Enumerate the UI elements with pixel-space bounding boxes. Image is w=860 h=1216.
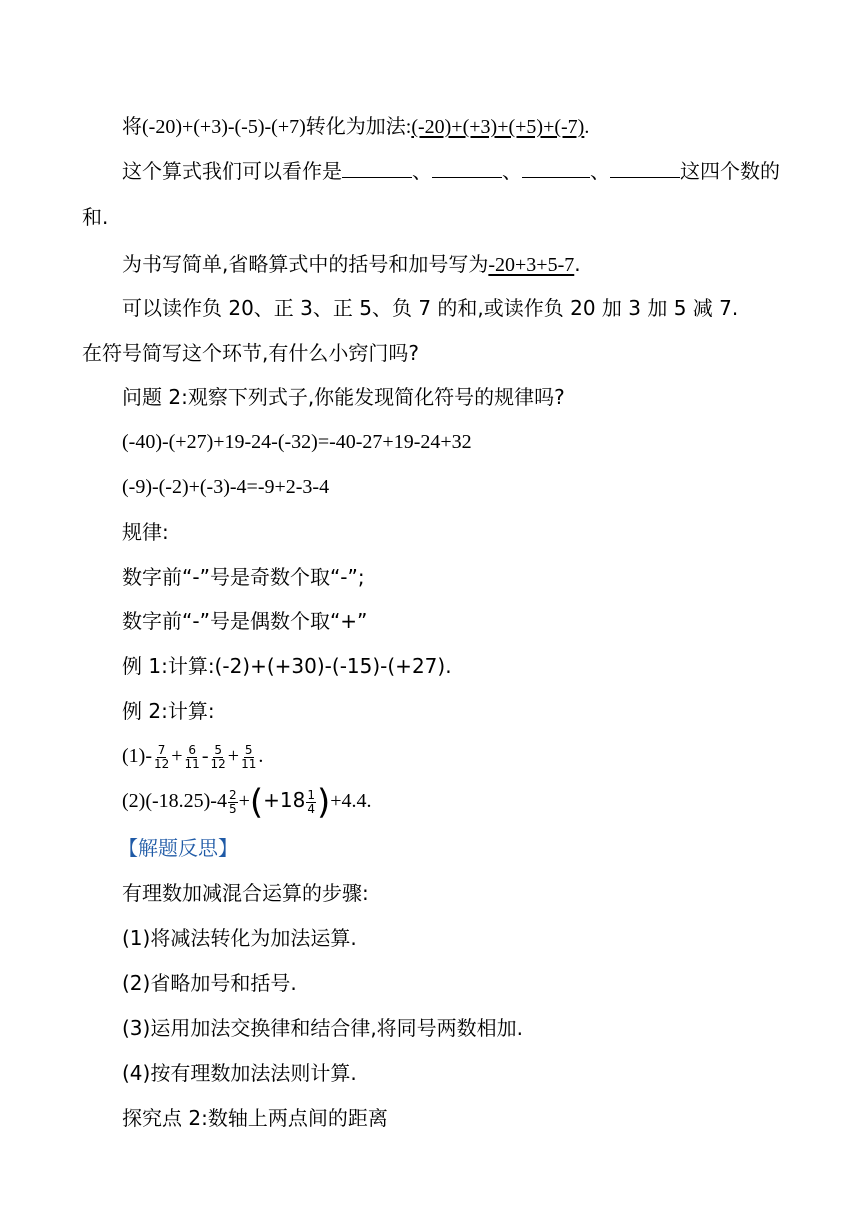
blank-2[interactable]	[432, 157, 502, 178]
reflection-heading: 【解题反思】	[118, 836, 238, 860]
rule-odd: 数字前“-”号是奇数个取“-”;	[122, 565, 365, 589]
blank-3[interactable]	[522, 157, 590, 178]
fraction: $\frac{1}{4}$	[307, 787, 316, 816]
blank-4[interactable]	[610, 157, 680, 178]
step-4: (4)按有理数加法法则计算.	[122, 1061, 357, 1085]
reading-line: 可以读作负 20、正 3、正 5、负 7 的和,或读作负 20 加 3 加 5 减 7.	[122, 296, 739, 320]
step-2: (2)省略加号和括号.	[122, 971, 297, 995]
example-2-heading: 例 2:计算:	[122, 699, 215, 723]
fraction: $\frac{2}{5}$	[228, 787, 237, 816]
simplify-line: 为书写简单,省略算式中的括号和加号写为-20+3+5-7.	[122, 252, 581, 276]
step-1: (1)将减法转化为加法运算.	[122, 926, 357, 950]
tip-question: 在符号简写这个环节,有什么小窍门吗?	[82, 341, 419, 365]
rule-heading: 规律:	[122, 520, 169, 544]
rule-even: 数字前“-”号是偶数个取“+”	[122, 609, 368, 633]
example-2-part-2: (2)(-18.25)-4 $\frac{2}{5}$ +(+18 $\frac{1}{4}$ )+4.4.	[122, 782, 372, 823]
equation-2: (-9)-(-2)+(-3)-4=-9+2-3-4	[122, 476, 330, 498]
fraction: $\frac{5}{11}$	[241, 742, 257, 771]
reflection-intro: 有理数加减混合运算的步骤:	[122, 881, 369, 905]
example-1: 例 1:计算:(-2)+(+30)-(-15)-(+27).	[122, 654, 452, 678]
section-title: 探究点 2:数轴上两点间的距离	[122, 1106, 388, 1130]
fraction: $\frac{7}{12}$	[153, 742, 170, 771]
fraction: $\frac{6}{11}$	[184, 742, 200, 771]
convert-prefix: 将(-20)+(+3)-(-5)-(+7)转化为加法:	[122, 116, 412, 138]
blank-1[interactable]	[342, 157, 412, 178]
simplify-answer: -20+3+5-7	[488, 254, 575, 276]
equation-1: (-40)-(+27)+19-24-(-32)=-40-27+19-24+32	[122, 431, 472, 453]
question-2: 问题 2:观察下列式子,你能发现简化符号的规律吗?	[122, 385, 565, 409]
example-2-part-1: (1)- $\frac{7}{12}$ + $\frac{6}{11}$ - $\frac{5}{12}$ + $\frac{5}{11}$ .	[122, 742, 264, 771]
four-numbers-line: 这个算式我们可以看作是 、 、 、 这四个数的	[122, 159, 780, 183]
convert-to-addition-line: 将(-20)+(+3)-(-5)-(+7)转化为加法:(-20)+(+3)+(+5)+(-7).	[122, 116, 590, 138]
sum-continuation: 和.	[82, 205, 109, 229]
step-3: (3)运用加法交换律和结合律,将同号两数相加.	[122, 1016, 524, 1040]
convert-answer: (-20)+(+3)+(+5)+(-7)	[411, 116, 585, 138]
fraction: $\frac{5}{12}$	[210, 742, 226, 771]
